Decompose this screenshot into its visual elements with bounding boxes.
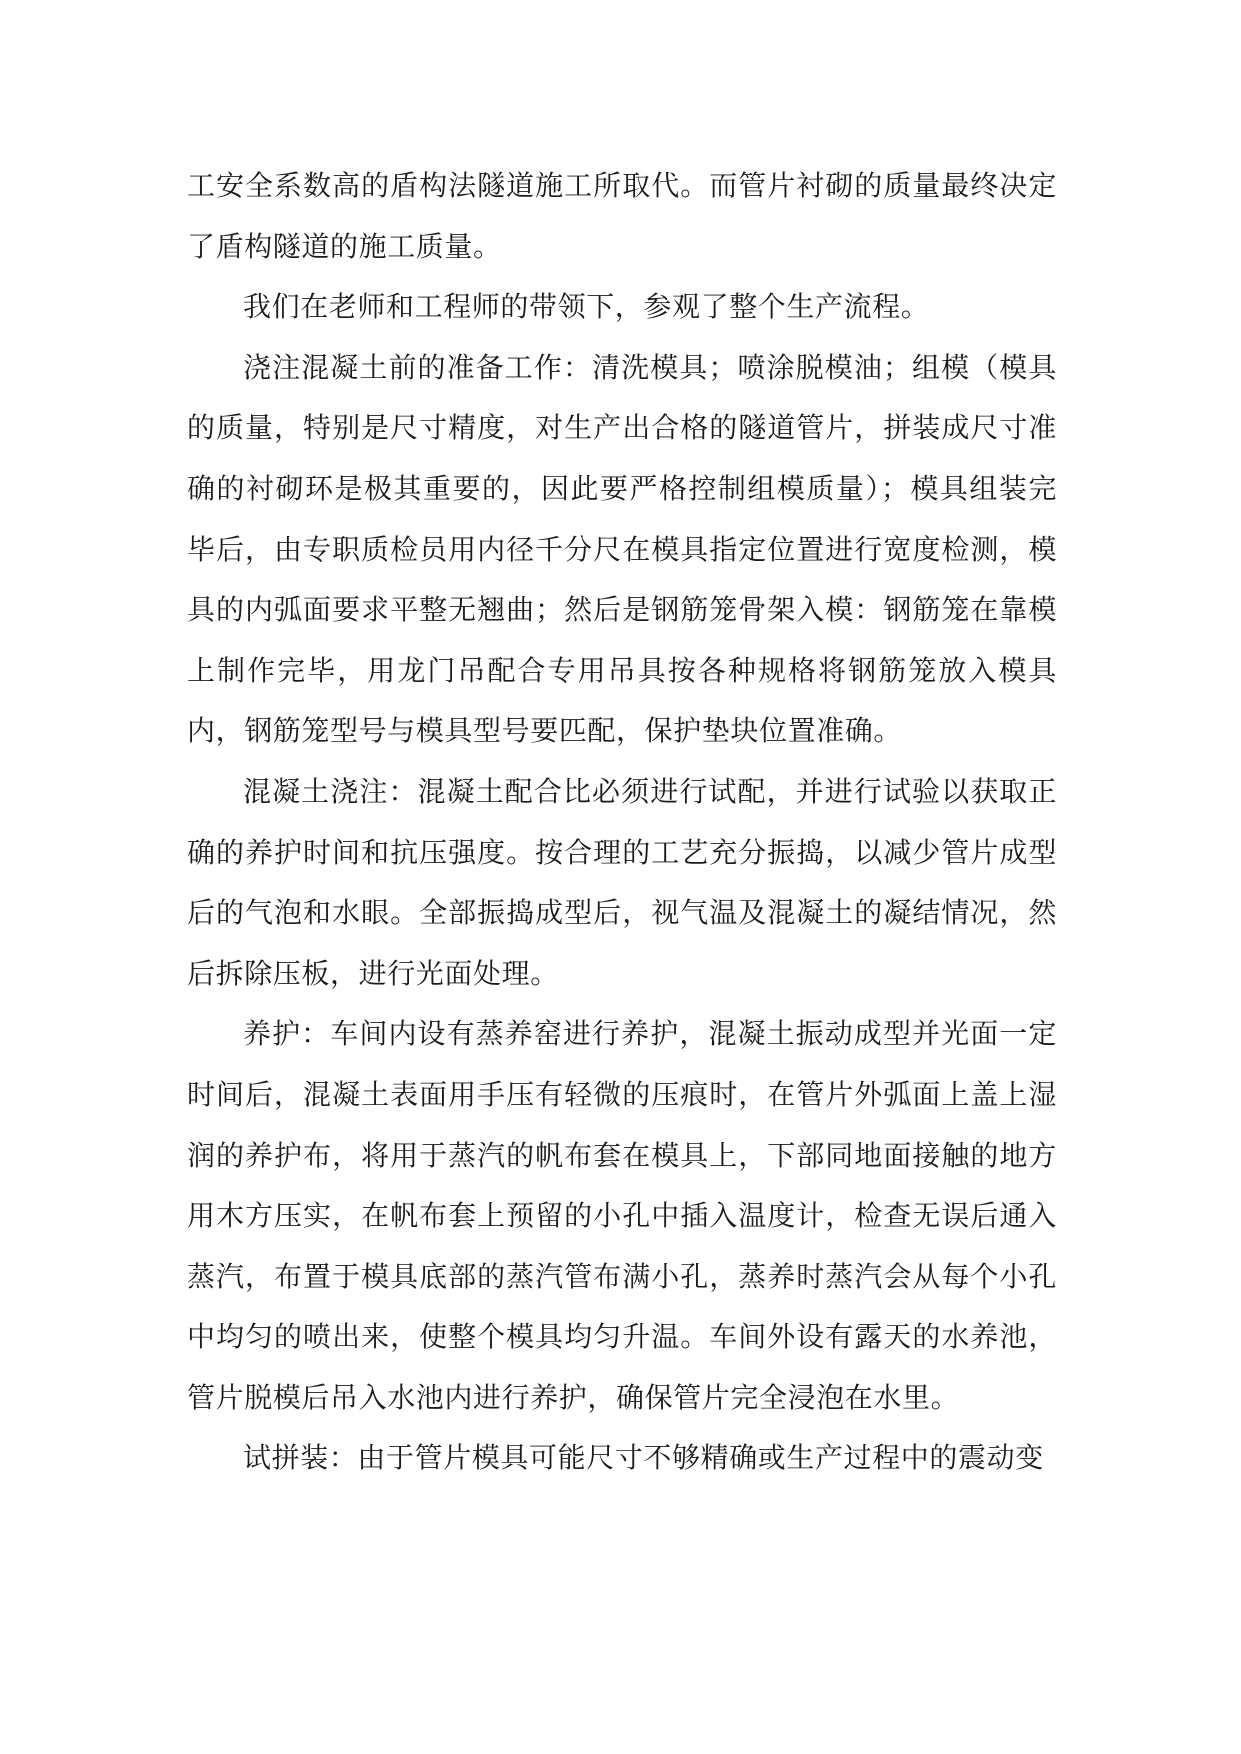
paragraph-preparation: 浇注混凝土前的准备工作：清洗模具；喷涂脱模油；组模（模具的质量，特别是尺寸精度，对生产出合格的隧道管片，拼装成尺寸准确的衬砌环是极其重要的，因此要严格控制组模质量）；模具组装完毕后，由专职质检员用内径千分尺在模具指定位置进行宽度检测，模具的内弧面要求平整无翘曲；然后是钢筋笼骨架入模：钢筋笼在靠模上制作完毕，用龙门吊配合专用吊具按各种规格将钢筋笼放入模具内，钢筋笼型号与模具型号要匹配，保护垫块位置准确。 bbox=[187, 350, 1057, 748]
paragraph-trial-assembly: 试拼装：由于管片模具可能尺寸不够精确或生产过程中的震动变 bbox=[243, 1441, 1044, 1475]
paragraph-visit-intro: 我们在老师和工程师的带领下，参观了整个生产流程。 bbox=[243, 290, 930, 324]
body-text bbox=[187, 156, 1057, 1489]
paragraph-concrete-pouring: 混凝土浇注：混凝土配合比必须进行试配，并进行试验以获取正确的养护时间和抗压强度。按合理的工艺充分振捣，以减少管片成型后的气泡和水眼。全部振捣成型后，视气温及混凝土的凝结情况，然后拆除压板，进行光面处理。 bbox=[187, 774, 1057, 990]
paragraph-curing: 养护：车间内设有蒸养窑进行养护，混凝土振动成型并光面一定时间后，混凝土表面用手压有轻微的压痕时，在管片外弧面上盖上湿润的养护布，将用于蒸汽的帆布套在模具上，下部同地面接触的地方用木方压实，在帆布套上预留的小孔中插入温度计，检查无误后通入蒸汽，布置于模具底部的蒸汽管布满小孔，蒸养时蒸汽会从每个小孔中均匀的喷出来，使整个模具均匀升温。车间外设有露天的水养池，管片脱模后吊入水池内进行养护，确保管片完全浸泡在水里。 bbox=[187, 1017, 1057, 1414]
paragraph-continuation: 工安全系数高的盾构法隧道施工所取代。而管片衬砌的质量最终决定了盾构隧道的施工质量。 bbox=[187, 169, 1057, 263]
